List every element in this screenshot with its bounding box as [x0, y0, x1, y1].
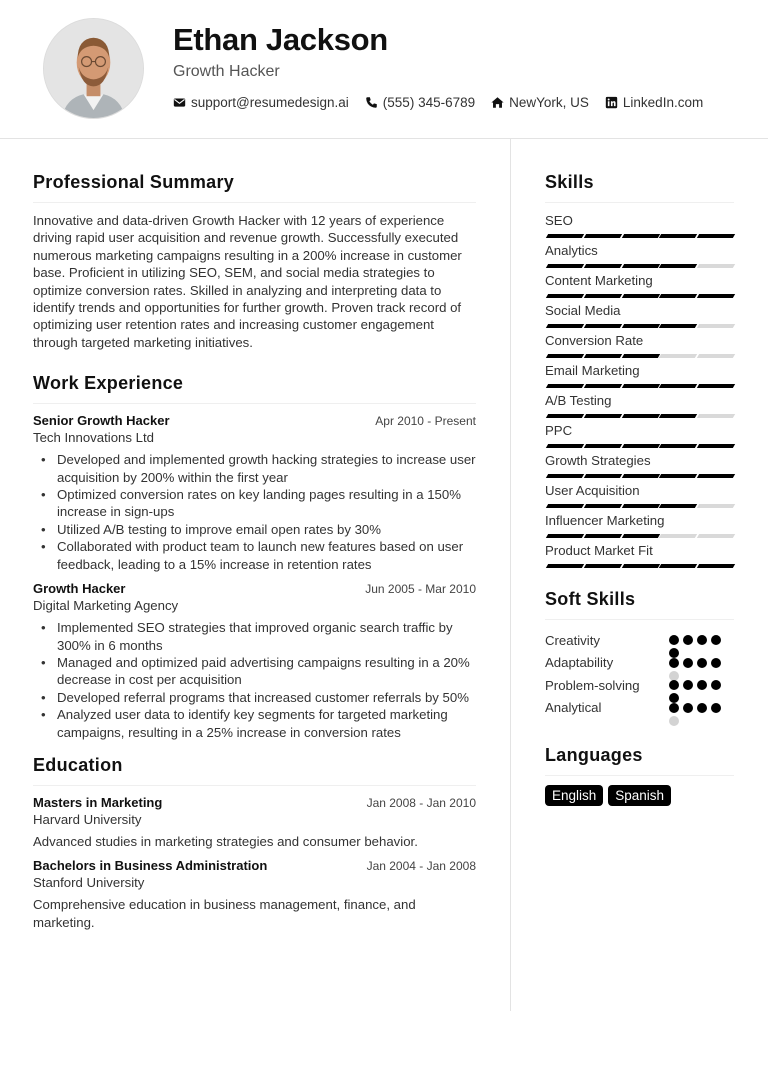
skill-level-segment	[659, 444, 697, 448]
job-date: Apr 2010 - Present	[375, 414, 476, 429]
person-portrait-icon	[44, 19, 143, 118]
skill-level-segment	[546, 474, 584, 478]
skill-level-segment	[621, 264, 659, 268]
skill-level-segment	[546, 354, 584, 358]
skill-level-segment	[621, 474, 659, 478]
skills-section	[545, 172, 734, 569]
job-entry	[33, 413, 476, 573]
skill-item	[545, 302, 734, 329]
job-bullet: • Developed and implemented growth hacking strategies to increase user acquisition by 200% within the first year	[57, 451, 476, 486]
languages-section	[545, 745, 734, 806]
skill-item	[545, 362, 734, 389]
skill-level-segment	[546, 414, 584, 418]
rating-dot	[669, 635, 679, 645]
soft-skill-item	[545, 674, 734, 697]
skill-level-segment	[621, 564, 659, 568]
soft-skill-rating	[669, 635, 723, 645]
skill-level-bar	[545, 234, 734, 239]
skill-label: User Acquisition	[545, 483, 640, 498]
skill-label: Product Market Fit	[545, 543, 653, 558]
skill-level-segment	[697, 294, 735, 298]
rating-dot	[711, 635, 721, 645]
skill-level-bar	[545, 504, 734, 509]
rating-dot	[711, 703, 721, 713]
candidate-title: Growth Hacker	[173, 63, 280, 80]
soft-skill-rating	[669, 680, 723, 690]
skill-level-segment	[697, 264, 735, 268]
skill-level-segment	[546, 294, 584, 298]
skill-level-segment	[659, 264, 697, 268]
skill-item	[545, 512, 734, 539]
skill-level-segment	[621, 534, 659, 538]
skill-level-segment	[697, 444, 735, 448]
resume-header	[0, 0, 768, 139]
section-heading: Languages	[545, 745, 734, 776]
job-company: Tech Innovations Ltd	[33, 430, 154, 446]
column-divider	[510, 139, 511, 1011]
rating-dot	[669, 680, 679, 690]
phone-icon	[365, 96, 378, 109]
skill-level-segment	[621, 384, 659, 388]
skill-level-segment	[659, 534, 697, 538]
education-description: Comprehensive education in business management, finance, and marketing.	[33, 897, 416, 930]
rating-dot	[697, 658, 707, 668]
skill-level-bar	[545, 474, 734, 479]
skill-level-segment	[659, 504, 697, 508]
skill-level-segment	[584, 324, 622, 328]
rating-dot	[711, 658, 721, 668]
section-heading: Education	[33, 755, 476, 786]
skill-level-segment	[584, 264, 622, 268]
skill-level-segment	[621, 294, 659, 298]
rating-dot	[683, 680, 693, 690]
education-description: Advanced studies in marketing strategies and consumer behavior.	[33, 833, 418, 849]
skill-level-bar	[545, 324, 734, 329]
soft-skill-rating	[669, 703, 723, 713]
candidate-name: Ethan Jackson	[173, 22, 388, 57]
language-tag: English	[545, 785, 603, 806]
job-role: Growth Hacker	[33, 581, 126, 597]
soft-skills-section	[545, 589, 734, 719]
soft-skill-item	[545, 629, 734, 652]
rating-dot	[697, 680, 707, 690]
job-bullet: • Implemented SEO strategies that improved organic search traffic by 300% in 6 months	[57, 619, 476, 654]
education-section	[33, 755, 476, 931]
experience-section	[33, 373, 476, 741]
contact-email[interactable]	[173, 95, 349, 110]
school-name: Harvard University	[33, 811, 142, 827]
section-heading: Work Experience	[33, 373, 476, 404]
skill-level-segment	[584, 474, 622, 478]
job-entry	[33, 581, 476, 741]
section-heading: Professional Summary	[33, 172, 476, 203]
skill-level-bar	[545, 294, 734, 299]
skill-item	[545, 482, 734, 509]
skill-level-segment	[546, 234, 584, 238]
skill-level-segment	[584, 234, 622, 238]
sidebar-column	[545, 172, 734, 806]
main-column	[33, 172, 476, 939]
skill-item	[545, 422, 734, 449]
job-bullet: • Optimized conversion rates on key landing pages resulting in a 150% increase in sign-ups	[57, 486, 476, 521]
skill-item	[545, 242, 734, 269]
job-role: Senior Growth Hacker	[33, 413, 170, 429]
skill-level-segment	[659, 564, 697, 568]
rating-dot	[711, 680, 721, 690]
summary-text: Innovative and data-driven Growth Hacker with 12 years of experience driving rapid user acquisition and revenue growth. Successfully executed numerous marketing campaigns resulting in a 200% increase in customer base. Proficient in utilizing SEO, SEM, and social media strategies to optimize conversion rates. Skilled in analyzing and interpreting data to identify trends and opportunities for further growth. Proven track record of optimizing user retention rates and increasing customer engagement through targeted marketing initiatives.	[33, 213, 462, 350]
skill-level-segment	[546, 534, 584, 538]
education-entry	[33, 858, 476, 931]
skill-level-segment	[621, 354, 659, 358]
skill-level-bar	[545, 354, 734, 359]
education-date: Jan 2008 - Jan 2010	[366, 795, 476, 810]
skill-level-segment	[697, 504, 735, 508]
rating-dot	[683, 703, 693, 713]
skill-level-segment	[584, 354, 622, 358]
skill-label: Influencer Marketing	[545, 513, 665, 528]
soft-skill-item	[545, 697, 734, 720]
soft-skills-list	[545, 629, 734, 719]
soft-skill-item	[545, 652, 734, 675]
skill-level-segment	[584, 504, 622, 508]
skill-level-segment	[584, 414, 622, 418]
skill-item	[545, 392, 734, 419]
soft-skill-label: Creativity	[545, 632, 600, 648]
soft-skill-label: Analytical	[545, 700, 602, 716]
job-bullet: • Utilized A/B testing to improve email open rates by 30%	[57, 521, 476, 538]
education-date: Jan 2004 - Jan 2008	[366, 859, 476, 874]
skill-level-segment	[546, 504, 584, 508]
skill-item	[545, 212, 734, 239]
job-bullet: • Managed and optimized paid advertising campaigns resulting in a 20% decrease in cost per acquisition	[57, 654, 476, 689]
skill-label: Social Media	[545, 303, 621, 318]
skill-level-bar	[545, 384, 734, 389]
soft-skill-rating	[669, 658, 723, 668]
skill-level-segment	[659, 354, 697, 358]
rating-dot	[669, 658, 679, 668]
linkedin-icon	[605, 96, 618, 109]
phone-text: (555) 345-6789	[382, 95, 476, 110]
skill-level-segment	[584, 534, 622, 538]
rating-dot	[697, 703, 707, 713]
skill-item	[545, 332, 734, 359]
skill-label: Growth Strategies	[545, 453, 651, 468]
skill-label: Content Marketing	[545, 273, 653, 288]
skill-level-segment	[546, 444, 584, 448]
skill-level-bar	[545, 264, 734, 269]
skill-level-segment	[659, 414, 697, 418]
contact-phone[interactable]	[365, 95, 475, 110]
language-tags	[545, 785, 734, 806]
skill-level-segment	[621, 234, 659, 238]
skill-level-bar	[545, 414, 734, 419]
skill-level-segment	[697, 414, 735, 418]
rating-dot	[669, 703, 679, 713]
skill-label: Email Marketing	[545, 363, 640, 378]
envelope-icon	[173, 96, 186, 109]
location-text: NewYork, US	[509, 95, 589, 110]
school-name: Stanford University	[33, 875, 145, 891]
job-bullet: • Developed referral programs that increased customer referrals by 50%	[57, 689, 476, 706]
skill-item	[545, 452, 734, 479]
skill-level-segment	[584, 564, 622, 568]
section-heading: Soft Skills	[545, 589, 734, 620]
skill-level-segment	[621, 504, 659, 508]
section-heading: Skills	[545, 172, 734, 203]
job-company: Digital Marketing Agency	[33, 598, 179, 614]
summary-section	[33, 172, 476, 351]
skill-level-segment	[697, 564, 735, 568]
soft-skill-label: Adaptability	[545, 655, 614, 671]
skill-level-segment	[584, 384, 622, 388]
job-bullet: • Collaborated with product team to launch new features based on user feedback, leading to a 15% increase in retention rates	[57, 538, 476, 573]
skill-level-bar	[545, 534, 734, 539]
rating-dot	[697, 635, 707, 645]
skill-level-segment	[659, 474, 697, 478]
contact-linkedin[interactable]	[605, 95, 703, 110]
skill-label: Analytics	[545, 243, 598, 258]
skill-level-segment	[659, 234, 697, 238]
linkedin-text: LinkedIn.com	[622, 95, 704, 110]
skill-level-segment	[546, 264, 584, 268]
degree-name: Masters in Marketing	[33, 794, 163, 810]
skill-label: PPC	[545, 423, 573, 438]
skill-level-segment	[697, 234, 735, 238]
contact-location	[491, 95, 589, 110]
skill-level-segment	[621, 324, 659, 328]
skill-level-segment	[697, 354, 735, 358]
skill-level-segment	[546, 564, 584, 568]
rating-dot	[683, 635, 693, 645]
skill-label: Conversion Rate	[545, 333, 644, 348]
skill-item	[545, 542, 734, 569]
skill-label: A/B Testing	[545, 393, 612, 408]
language-tag: Spanish	[608, 785, 671, 806]
contact-list	[173, 95, 719, 110]
skill-label: SEO	[545, 213, 573, 228]
skill-level-segment	[621, 414, 659, 418]
skills-list	[545, 212, 734, 569]
job-bullets	[33, 451, 476, 573]
home-icon	[491, 96, 504, 109]
skill-level-segment	[697, 534, 735, 538]
skill-level-segment	[697, 474, 735, 478]
job-date: Jun 2005 - Mar 2010	[365, 582, 476, 597]
education-entry	[33, 795, 476, 850]
skill-level-segment	[621, 444, 659, 448]
degree-name: Bachelors in Business Administration	[33, 858, 268, 874]
job-bullet: • Analyzed user data to identify key segments for targeted marketing campaigns, resulting in a 25% increase in conversion rates	[57, 706, 476, 741]
profile-photo	[43, 18, 144, 119]
soft-skill-label: Problem-solving	[545, 677, 640, 693]
skill-level-segment	[697, 384, 735, 388]
rating-dot	[683, 658, 693, 668]
rating-dot	[669, 716, 679, 726]
skill-level-bar	[545, 564, 734, 569]
skill-level-segment	[697, 324, 735, 328]
skill-level-segment	[546, 384, 584, 388]
skill-level-segment	[659, 324, 697, 328]
job-bullets	[33, 619, 476, 741]
skill-level-segment	[584, 444, 622, 448]
skill-item	[545, 272, 734, 299]
skill-level-segment	[584, 294, 622, 298]
skill-level-segment	[659, 384, 697, 388]
skill-level-segment	[659, 294, 697, 298]
email-text: support@resumedesign.ai	[191, 95, 349, 110]
skill-level-bar	[545, 444, 734, 449]
skill-level-segment	[546, 324, 584, 328]
